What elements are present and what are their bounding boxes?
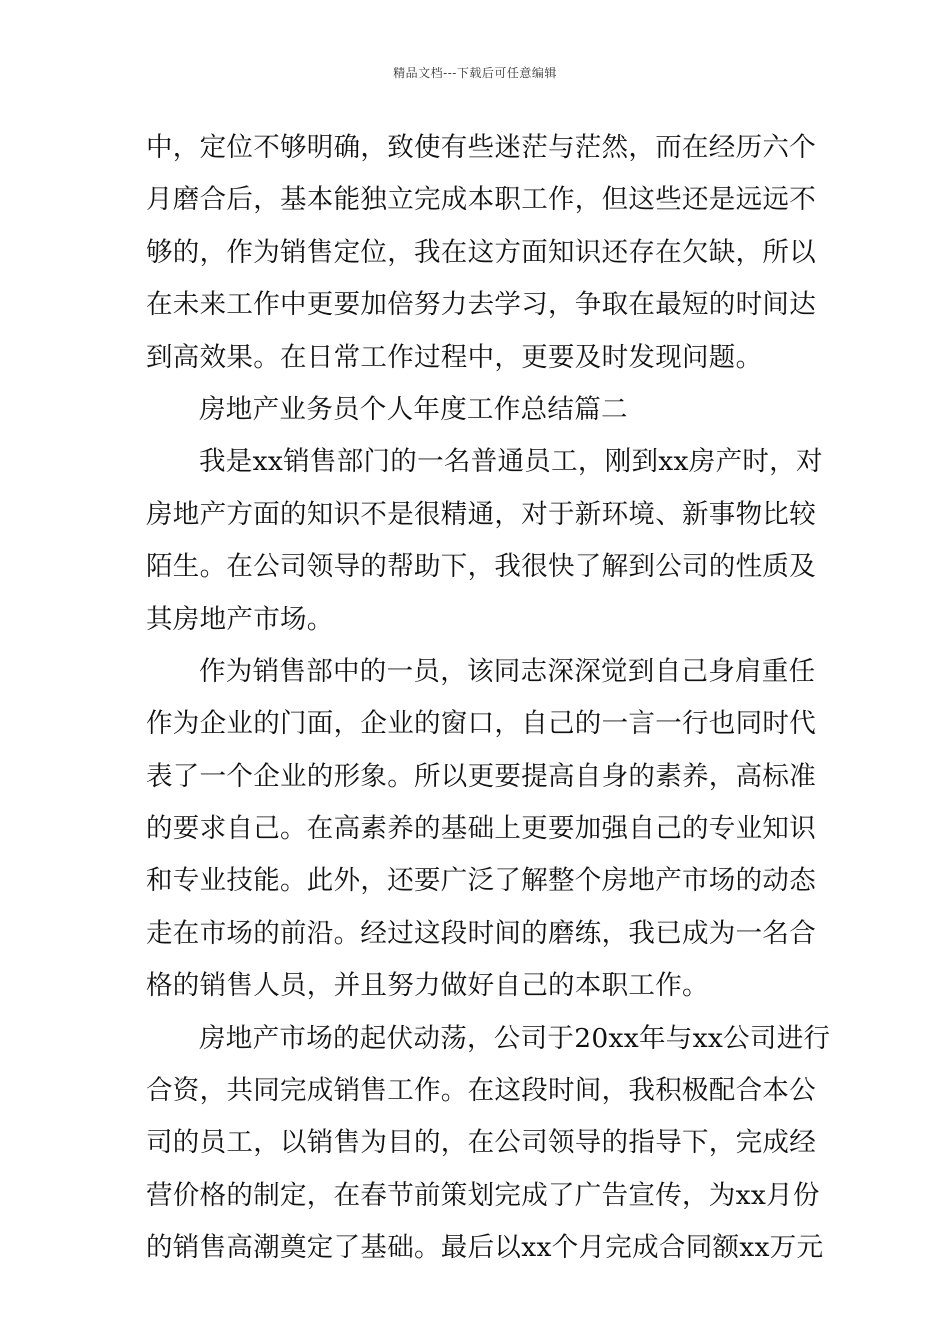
text-line: 的要求自己。在高素养的基础上更要加强自己的专业知识	[146, 813, 816, 845]
text-line: 房地产方面的知识不是很精通，对于新环境、新事物比较	[146, 498, 816, 530]
text-line: 中，定位不够明确，致使有些迷茫与茫然，而在经历六个	[146, 132, 816, 163]
text-line: 格的销售人员，并且努力做好自己的本职工作。	[146, 970, 709, 1002]
text-line: 作为企业的门面，企业的窗口，自己的一言一行也同时代	[146, 708, 816, 740]
text-line: 表了一个企业的形象。所以更要提高自身的素养，高标准	[146, 760, 816, 792]
text-line: 我是xx销售部门的一名普通员工，刚到xx房产时，对	[199, 446, 823, 478]
text-line: 够的，作为销售定位，我在这方面知识还存在欠缺，所以	[146, 236, 816, 268]
text-line: 走在市场的前沿。经过这段时间的磨练，我已成为一名合	[146, 917, 816, 949]
text-line: 陌生。在公司领导的帮助下，我很快了解到公司的性质及	[146, 551, 816, 583]
text-line: 其房地产市场。	[146, 603, 334, 635]
section-heading: 房地产业务员个人年度工作总结篇二	[199, 393, 628, 425]
text-line: 房地产市场的起伏动荡，公司于20xx年与xx公司进行	[199, 1022, 831, 1054]
text-line: 月磨合后，基本能独立完成本职工作，但这些还是远远不	[146, 184, 816, 216]
text-line: 司的员工，以销售为目的，在公司领导的指导下，完成经	[146, 1127, 816, 1159]
text-line: 和专业技能。此外，还要广泛了解整个房地产市场的动态	[146, 865, 816, 897]
page-header: 精品文档---下载后可任意编辑	[393, 66, 557, 80]
text-line: 到高效果。在日常工作过程中，更要及时发现问题。	[146, 341, 763, 373]
text-line: 在未来工作中更要加倍努力去学习，争取在最短的时间达	[146, 289, 816, 321]
document-body	[146, 122, 831, 1275]
text-line: 营价格的制定，在春节前策划完成了广告宣传，为xx月份	[146, 1179, 820, 1211]
text-line: 合资，共同完成销售工作。在这段时间，我积极配合本公	[146, 1075, 816, 1107]
text-line: 的销售高潮奠定了基础。最后以xx个月完成合同额xx万元	[146, 1232, 824, 1264]
text-line: 作为销售部中的一员，该同志深深觉到自己身肩重任	[199, 655, 816, 687]
